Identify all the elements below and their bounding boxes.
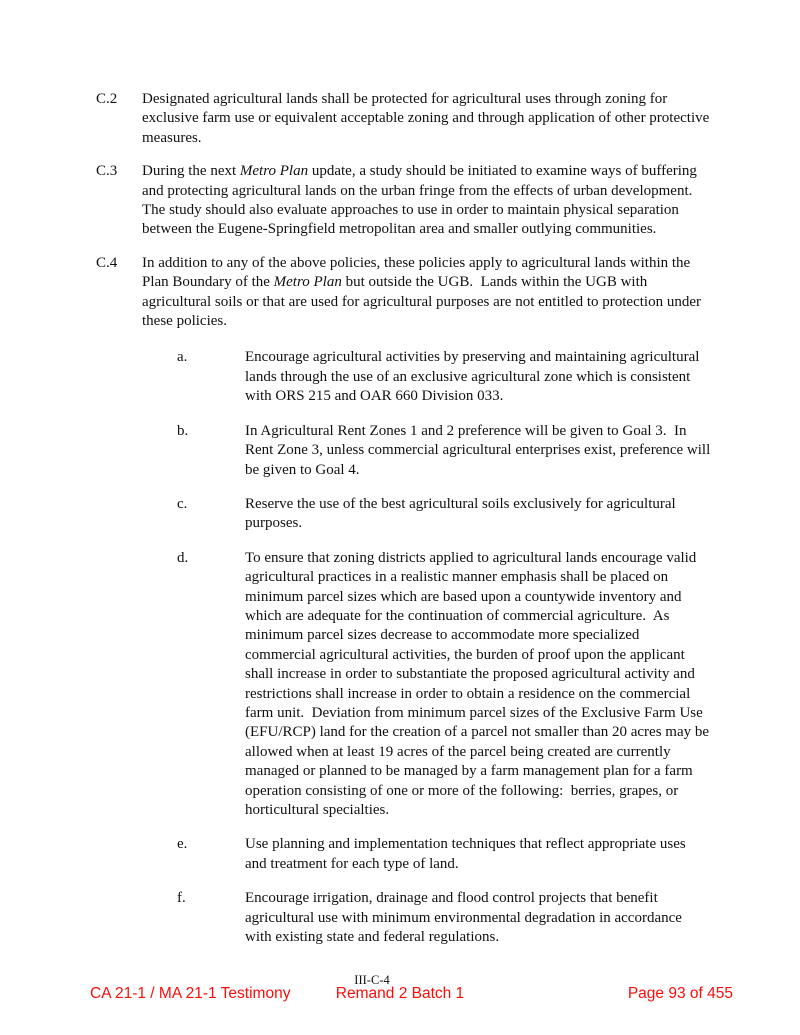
policy-number: C.2 [96, 91, 118, 107]
stamp-testimony-label: CA 21-1 / MA 21-1 Testimony [90, 985, 291, 1002]
subpolicy-letter: e. [177, 836, 188, 853]
text-run: update, a study should be initiated to examine ways of buffering and protecting agricultural lands on the urban fringe from the effects of urban development. The study should also evaluate approaches to use in order to maintain physical separation between the Eugene-Springfield metropolitan area and smaller outlying communities. [142, 163, 701, 238]
text-run: but outside the UGB. Lands within the UGB with agricultural soils or that are used for agricultural purposes are not entitled to protection under these policies. [142, 274, 705, 330]
text-run: During the next [142, 163, 240, 180]
subpolicy-f [177, 889, 712, 947]
plan-title-italic: Metro Plan [239, 163, 309, 180]
policy-text [142, 254, 710, 332]
subpolicy-e [177, 835, 712, 874]
subpolicy-b [177, 422, 712, 480]
subpolicy-text: Reserve the use of the best agricultural soils exclusively for agricultural purposes. [245, 495, 680, 532]
plan-title-italic: Metro Plan [273, 274, 342, 291]
subpolicy-letter: c. [177, 495, 188, 512]
subpolicy-c [177, 495, 712, 534]
subpolicy-d [177, 549, 712, 821]
stamp-page-count: Page 93 of 455 [627, 985, 733, 1002]
policy-number: C.4 [96, 254, 118, 271]
policy-text [142, 90, 714, 148]
subpolicy-text: Encourage irrigation, drainage and flood control projects that benefit agricultural use with minimum environmental degradation in accordance with existing state and federal regulations. [245, 890, 686, 946]
subpolicy-letter: d. [177, 549, 189, 566]
policy-list [96, 90, 712, 962]
subpolicy-text: Encourage agricultural activities by preserving and maintaining agricultural lands through the use of an exclusive agricultural zone which is consistent with ORS 215 and OAR 660 Division 033. [245, 349, 704, 405]
policy-c-4 [96, 254, 712, 332]
subpolicy-a [177, 348, 712, 406]
policy-number: C.3 [96, 163, 118, 180]
section-page-number: III-C-4 [354, 973, 390, 987]
subpolicy-text: In Agricultural Rent Zones 1 and 2 preference will be given to Goal 3. In Rent Zone 3, unless commercial agricultural enterprises exist, preference will be given to Goal 4. [245, 422, 714, 478]
stamp-batch-label: Remand 2 Batch 1 [335, 985, 465, 1002]
text-run: Designated agricultural lands shall be protected for agricultural uses through zoning for exclusive farm use or equivalent acceptable zoning and through application of other protective measures. [142, 91, 714, 146]
text-run: In addition to any of the above policies, these policies apply to agricultural lands within the Plan Boundary of the [142, 254, 694, 291]
subpolicy-letter: b. [177, 422, 189, 439]
subpolicy-text: To ensure that zoning districts applied to agricultural lands encourage valid agricultural practices in a realistic manner emphasis shall be placed on minimum parcel sizes which are based upon a countywide inventory and which are adequate for the continuation of commercial agriculture. As minimum parcel sizes decrease to accommodate more specialized commercial agricultural activities, the burden of proof upon the applicant shall increase in order to substantiate the proposed agricultural activity and restrictions shall increase in order to obtain a residence on the commercial farm unit. Deviation from minimum parcel sizes of the Exclusive Farm Use (EFU/RCP) land for the creation of a parcel not smaller than 20 acres may be allowed when at least 19 acres of the parcel being created are currently managed or planned to be managed by a farm management plan for a farm operation consisting of one or more of the following: berries, grapes, or horticultural specialties. [245, 549, 713, 818]
policy-c-2 [96, 90, 712, 148]
subpolicy-letter: f. [177, 890, 186, 907]
subpolicy-text: Use planning and implementation techniques that reflect appropriate uses and treatment for each type of land. [245, 836, 690, 872]
subpolicy-letter: a. [177, 349, 188, 366]
policy-text [142, 162, 710, 240]
policy-c-3 [96, 162, 712, 240]
